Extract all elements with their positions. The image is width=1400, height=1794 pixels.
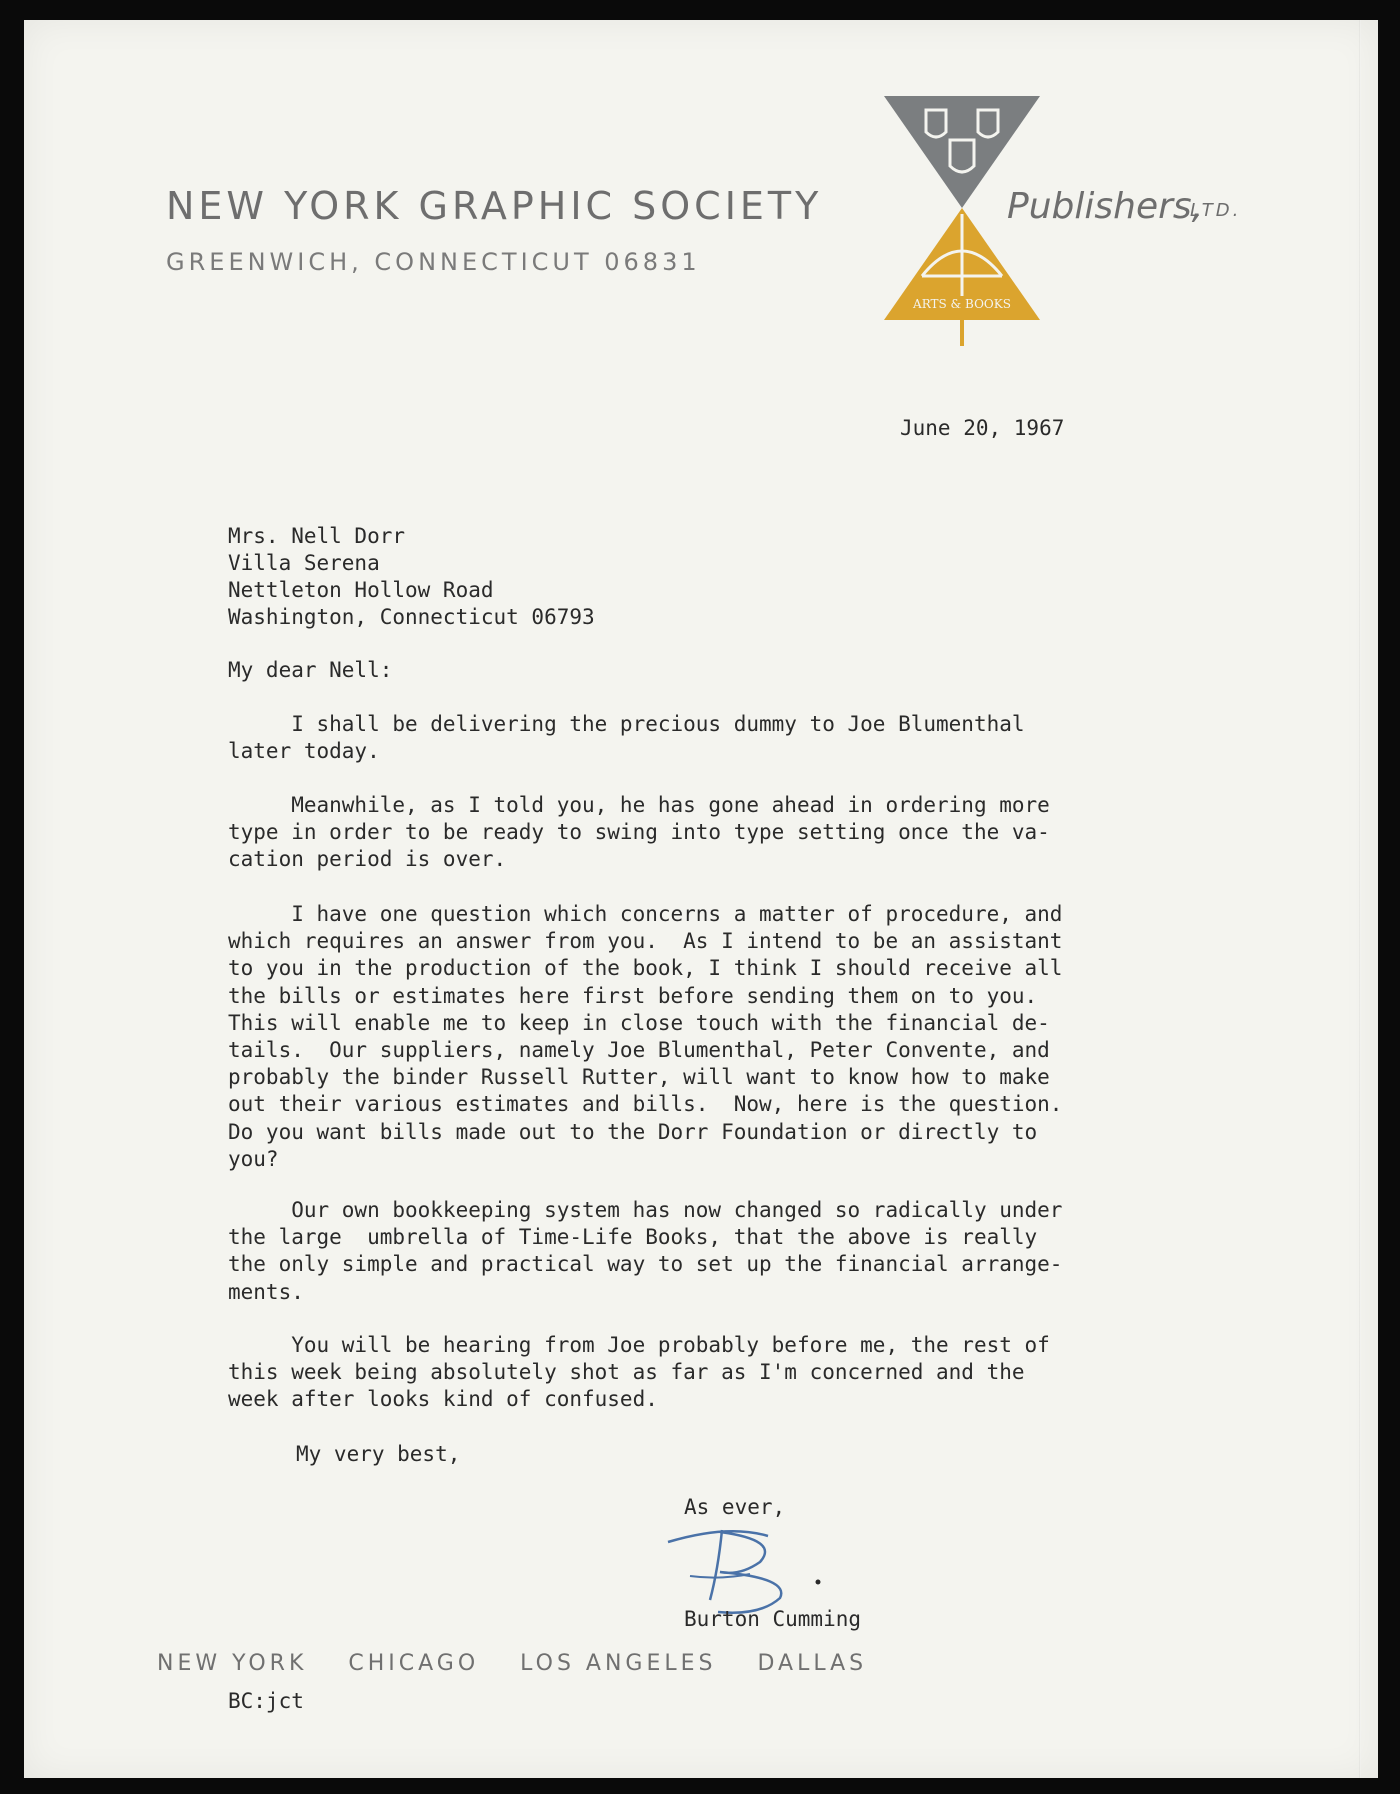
recipient-line4: Washington, Connecticut 06793 (228, 605, 595, 629)
sign-off: As ever, (684, 1495, 786, 1519)
city-dallas: DALLAS (757, 1651, 868, 1676)
logo-text: ARTS & BOOKS (913, 297, 1011, 311)
signature (660, 1520, 830, 1620)
signer-name: Burton Cumming (684, 1607, 862, 1631)
paragraph-4: Our own bookkeeping system has now changed so radically under the large umbrella of Time-Life Books, that the above is really the only simple and practical way to set up the financial arrange- ments. (228, 1198, 1063, 1304)
company-address: GREENWICH, CONNECTICUT 06831 (166, 248, 701, 276)
recipient-line2: Villa Serena (228, 551, 380, 575)
letter-date: June 20, 1967 (900, 416, 1065, 440)
paper-fold (1359, 20, 1361, 1778)
paragraph-5: You will be hearing from Joe probably before me, the rest of this week being absolutely shot as far as I'm concerned and the week after looks kind of confused. (228, 1333, 1050, 1412)
closing: My very best, (296, 1442, 461, 1466)
city-new-york: NEW YORK (157, 1651, 308, 1676)
office-cities (157, 1651, 897, 1676)
publishers-label: Publishers, (1007, 186, 1204, 227)
reference-initials: BC:jct (228, 1689, 304, 1713)
city-los-angeles: LOS ANGELES (520, 1651, 717, 1676)
ltd-label: LTD. (1190, 200, 1242, 221)
city-chicago: CHICAGO (348, 1651, 480, 1676)
paragraph-2: Meanwhile, as I told you, he has gone ahead in ordering more type in order to be ready to swing into type setting once the va- cation period is over. (228, 793, 1050, 872)
arts-books-logo (884, 96, 1040, 346)
recipient-line3: Nettleton Hollow Road (228, 578, 494, 602)
paragraph-3: I have one question which concerns a matter of procedure, and which requires an answer from you. As I intend to be an assistant to you in the production of the book, I think I should receive all the bills or estimates here first before sending them on to you. This will enable me to keep in close touch with the financial de- tails. Our suppliers, namely Joe Blumenthal, Peter Convente, and probably the binder Russell Rutter, will want to know how to make out their various estimates and bills. Now, here is the question. Do you want bills made out to the Dorr Foundation or directly to you? (228, 902, 1063, 1171)
company-name: NEW YORK GRAPHIC SOCIETY (166, 184, 823, 228)
recipient-name: Mrs. Nell Dorr (228, 524, 406, 548)
paragraph-1: I shall be delivering the precious dummy to Joe Blumenthal later today. (228, 712, 1025, 764)
salutation: My dear Nell: (228, 658, 393, 682)
